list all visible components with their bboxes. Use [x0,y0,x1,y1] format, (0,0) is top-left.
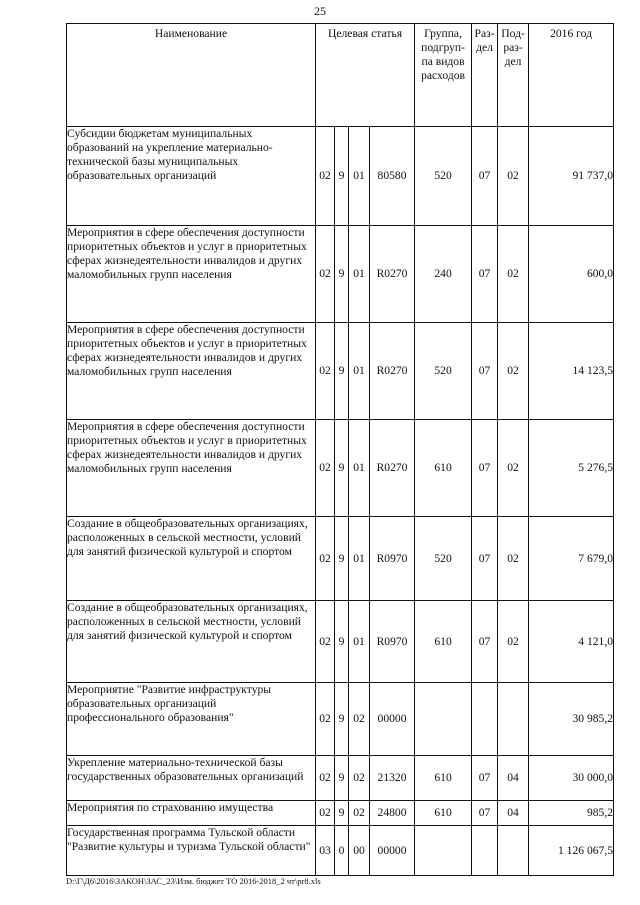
target-subprogram-code: 9 [335,323,349,420]
header-section: Раз- дел [472,24,498,127]
header-subsection: Под- раз- дел [498,24,529,127]
table-row [67,226,614,323]
table-row [67,683,614,756]
target-event-code: 02 [349,801,370,826]
amount-2016: 30 000,0 [529,756,614,801]
file-path-footer: D:\Г\Д6\2016\ЗАКОН\ЗАС_23\Изм. бюджет ТО 2016-2018_2 чт\pr8.xls [66,876,321,886]
target-subprogram-code: 9 [335,601,349,683]
section-code [472,683,498,756]
target-event-code: 01 [349,127,370,226]
section-code: 07 [472,226,498,323]
budget-table [66,23,614,876]
target-event-code: 01 [349,601,370,683]
row-name: Мероприятия в сфере обеспечения доступности приоритетных объектов и услуг в приоритетных сферах жизнедеятельности инвалидов и других маломобильных групп населения [67,323,316,420]
target-event-code: 01 [349,226,370,323]
subsection-code [498,683,529,756]
amount-2016: 985,2 [529,801,614,826]
target-subprogram-code: 9 [335,420,349,517]
subsection-code: 02 [498,323,529,420]
target-direction-code: 80580 [370,127,415,226]
target-event-code: 00 [349,826,370,876]
target-subprogram-code: 9 [335,683,349,756]
header-year: 2016 год [529,24,614,127]
target-subprogram-code: 0 [335,826,349,876]
amount-2016: 600,0 [529,226,614,323]
target-program-code: 02 [316,756,335,801]
target-subprogram-code: 9 [335,226,349,323]
row-name: Создание в общеобразовательных организациях, расположенных в сельской местности, условий для занятий физической культурой и спортом [67,517,316,601]
amount-2016: 91 737,0 [529,127,614,226]
subsection-code: 02 [498,226,529,323]
subsection-code: 04 [498,756,529,801]
target-direction-code: 24800 [370,801,415,826]
subsection-code: 02 [498,420,529,517]
target-direction-code: R0270 [370,420,415,517]
subsection-code [498,826,529,876]
target-direction-code: 00000 [370,826,415,876]
table-row [67,601,614,683]
expense-group: 610 [415,601,472,683]
row-name: Государственная программа Тульской области "Развитие культуры и туризма Тульской области" [67,826,316,876]
section-code: 07 [472,601,498,683]
row-name: Мероприятия по страхованию имущества [67,801,316,826]
header-expense-group: Группа, подгруп- па видов расходов [415,24,472,127]
row-name: Мероприятие "Развитие инфраструктуры образовательных организаций профессионального образования" [67,683,316,756]
table-row [67,801,614,826]
target-direction-code: R0970 [370,601,415,683]
expense-group: 610 [415,756,472,801]
header-name: Наименование [67,24,316,127]
amount-2016: 7 679,0 [529,517,614,601]
target-subprogram-code: 9 [335,517,349,601]
row-name: Мероприятия в сфере обеспечения доступности приоритетных объектов и услуг в приоритетных сферах жизнедеятельности инвалидов и других маломобильных групп населения [67,420,316,517]
subsection-code: 02 [498,601,529,683]
row-name: Создание в общеобразовательных организациях, расположенных в сельской местности, условий для занятий физической культурой и спортом [67,601,316,683]
table-row [67,517,614,601]
expense-group: 610 [415,801,472,826]
target-subprogram-code: 9 [335,756,349,801]
target-direction-code: R0270 [370,323,415,420]
subsection-code: 04 [498,801,529,826]
amount-2016: 5 276,5 [529,420,614,517]
amount-2016: 30 985,2 [529,683,614,756]
table-row [67,323,614,420]
row-name: Мероприятия в сфере обеспечения доступности приоритетных объектов и услуг в приоритетных сферах жизнедеятельности инвалидов и других маломобильных групп населения [67,226,316,323]
table-row [67,826,614,876]
section-code: 07 [472,323,498,420]
expense-group: 240 [415,226,472,323]
target-program-code: 02 [316,323,335,420]
target-direction-code: R0970 [370,517,415,601]
target-program-code: 02 [316,801,335,826]
target-program-code: 03 [316,826,335,876]
amount-2016: 14 123,5 [529,323,614,420]
amount-2016: 1 126 067,5 [529,826,614,876]
target-program-code: 02 [316,226,335,323]
target-program-code: 02 [316,517,335,601]
expense-group [415,826,472,876]
target-direction-code: R0270 [370,226,415,323]
target-program-code: 02 [316,601,335,683]
section-code: 07 [472,756,498,801]
target-subprogram-code: 9 [335,801,349,826]
row-name: Субсидии бюджетам муниципальных образований на укрепление материально-технической базы муниципальных образовательных организаций [67,127,316,226]
target-program-code: 02 [316,683,335,756]
amount-2016: 4 121,0 [529,601,614,683]
target-program-code: 02 [316,420,335,517]
expense-group: 610 [415,420,472,517]
table-row [67,127,614,226]
target-subprogram-code: 9 [335,127,349,226]
table-row [67,756,614,801]
expense-group [415,683,472,756]
target-program-code: 02 [316,127,335,226]
target-event-code: 01 [349,517,370,601]
subsection-code: 02 [498,517,529,601]
page-number: 25 [314,4,326,18]
header-target-article: Целевая статья [316,24,415,127]
section-code [472,826,498,876]
expense-group: 520 [415,127,472,226]
section-code: 07 [472,127,498,226]
target-event-code: 02 [349,756,370,801]
target-event-code: 02 [349,683,370,756]
expense-group: 520 [415,323,472,420]
target-direction-code: 21320 [370,756,415,801]
section-code: 07 [472,801,498,826]
section-code: 07 [472,420,498,517]
target-event-code: 01 [349,420,370,517]
target-direction-code: 00000 [370,683,415,756]
section-code: 07 [472,517,498,601]
header-row [67,24,614,127]
expense-group: 520 [415,517,472,601]
row-name: Укрепление материально-технической базы государственных образовательных организаций [67,756,316,801]
subsection-code: 02 [498,127,529,226]
table-row [67,420,614,517]
target-event-code: 01 [349,323,370,420]
